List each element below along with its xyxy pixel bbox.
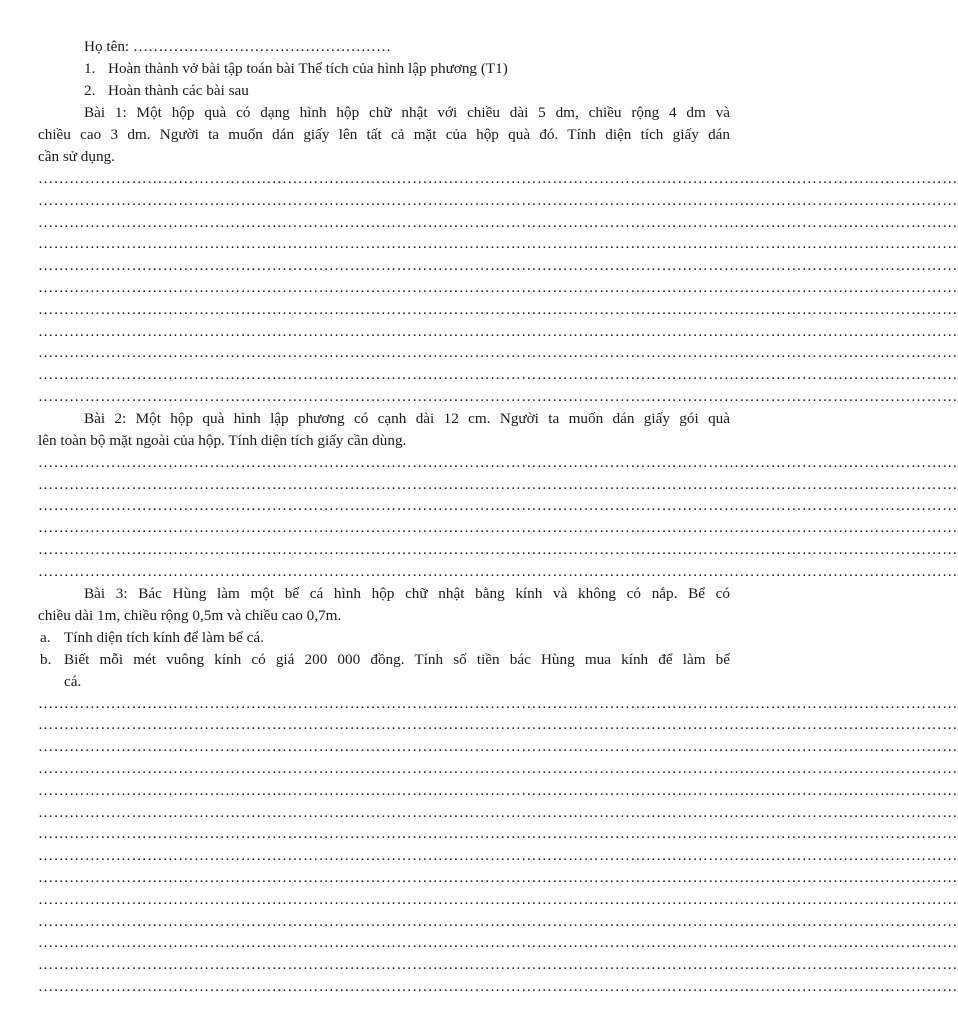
exercise-1-text-line-1: Bài 1: Một hộp quà có dạng hình hộp chữ nhật với chiều dài 5 dm, chiều rộng 4 dm và <box>84 104 730 121</box>
answer-line: …………………………………………………………………………………………………………………………………………………………… <box>38 366 958 384</box>
answer-line: …………………………………………………………………………………………………………………………………………………………… <box>38 191 958 209</box>
exercise-3-part-b <box>38 649 730 693</box>
answer-line: …………………………………………………………………………………………………………………………………………………………… <box>38 213 958 231</box>
answer-line: …………………………………………………………………………………………………………………………………………………………… <box>38 497 958 515</box>
task-text: Hoàn thành các bài sau <box>108 82 249 99</box>
answer-line: …………………………………………………………………………………………………………………………………………………………… <box>38 540 958 558</box>
answer-line: …………………………………………………………………………………………………………………………………………………………… <box>38 562 958 580</box>
answer-line: …………………………………………………………………………………………………………………………………………………………… <box>38 694 958 712</box>
exercise-1-answer-area <box>38 168 958 408</box>
task-number: 2. <box>84 82 96 99</box>
answer-line: …………………………………………………………………………………………………………………………………………………………… <box>38 300 958 318</box>
answer-line: …………………………………………………………………………………………………………………………………………………………… <box>38 235 958 253</box>
part-label: b. <box>40 650 52 668</box>
answer-line: …………………………………………………………………………………………………………………………………………………………… <box>38 803 958 821</box>
part-label: a. <box>40 628 51 646</box>
exercise-1-text-line-3: cần sử dụng. <box>38 148 115 165</box>
exercise-3-text-line-1: Bài 3: Bác Hùng làm một bể cá hình hộp chữ nhật bằng kính và không có nắp. Bể có <box>84 584 730 602</box>
answer-line: …………………………………………………………………………………………………………………………………………………………… <box>38 716 958 734</box>
exercise-2-text-line-2: lên toàn bộ mặt ngoài của hộp. Tính diện tích giấy cần dùng. <box>38 431 407 449</box>
task-text: Hoàn thành vở bài tập toán bài Thể tích của hình lập phương (T1) <box>108 60 508 77</box>
part-text: Tính diện tích kính để làm bể cá. <box>64 628 264 646</box>
exercise-1-text-line-2: chiều cao 3 dm. Người ta muốn dán giấy lên tất cả mặt của hộp quà đó. Tính diện tích giấy dán <box>38 126 730 143</box>
answer-line: …………………………………………………………………………………………………………………………………………………………… <box>38 825 958 843</box>
part-text-line-2: cá. <box>64 672 82 690</box>
answer-line: …………………………………………………………………………………………………………………………………………………………… <box>38 453 958 471</box>
answer-line: …………………………………………………………………………………………………………………………………………………………… <box>38 170 958 187</box>
part-text-line-1: Biết mỗi mét vuông kính có giá 200 000 đồng. Tính số tiền bác Hùng mua kính để làm bể <box>64 650 730 668</box>
student-name-line: Họ tên: …………………………………………… <box>84 38 392 55</box>
answer-line: …………………………………………………………………………………………………………………………………………………………… <box>38 934 958 952</box>
answer-line: …………………………………………………………………………………………………………………………………………………………… <box>38 278 958 296</box>
answer-line: …………………………………………………………………………………………………………………………………………………………… <box>38 956 958 974</box>
answer-line: …………………………………………………………………………………………………………………………………………………………… <box>38 912 958 930</box>
part-text-block <box>64 649 730 693</box>
exercise-2-answer-area <box>38 452 958 583</box>
answer-line: …………………………………………………………………………………………………………………………………………………………… <box>38 759 958 777</box>
task-number: 1. <box>84 60 96 77</box>
answer-line: …………………………………………………………………………………………………………………………………………………………… <box>38 519 958 537</box>
worksheet-page <box>38 36 958 998</box>
answer-line: …………………………………………………………………………………………………………………………………………………………… <box>38 387 958 405</box>
answer-line: …………………………………………………………………………………………………………………………………………………………… <box>38 781 958 799</box>
exercise-3-text-line-2: chiều dài 1m, chiều rộng 0,5m và chiều cao 0,7m. <box>38 606 342 624</box>
task-item-2 <box>38 80 730 102</box>
answer-line: …………………………………………………………………………………………………………………………………………………………… <box>38 475 958 493</box>
exercise-2-text-line-1: Bài 2: Một hộp quà hình lập phương có cạnh dài 12 cm. Người ta muốn dán giấy gói quà <box>84 409 730 427</box>
exercise-3-part-a <box>38 627 730 649</box>
answer-line: …………………………………………………………………………………………………………………………………………………………… <box>38 257 958 275</box>
answer-line: …………………………………………………………………………………………………………………………………………………………… <box>38 977 958 995</box>
answer-line: …………………………………………………………………………………………………………………………………………………………… <box>38 890 958 908</box>
exercise-3-answer-area <box>38 693 958 998</box>
task-item-1 <box>38 58 730 80</box>
answer-line: …………………………………………………………………………………………………………………………………………………………… <box>38 738 958 756</box>
answer-line: …………………………………………………………………………………………………………………………………………………………… <box>38 847 958 865</box>
answer-line: …………………………………………………………………………………………………………………………………………………………… <box>38 344 958 362</box>
answer-line: …………………………………………………………………………………………………………………………………………………………… <box>38 868 958 886</box>
answer-line: …………………………………………………………………………………………………………………………………………………………… <box>38 322 958 340</box>
